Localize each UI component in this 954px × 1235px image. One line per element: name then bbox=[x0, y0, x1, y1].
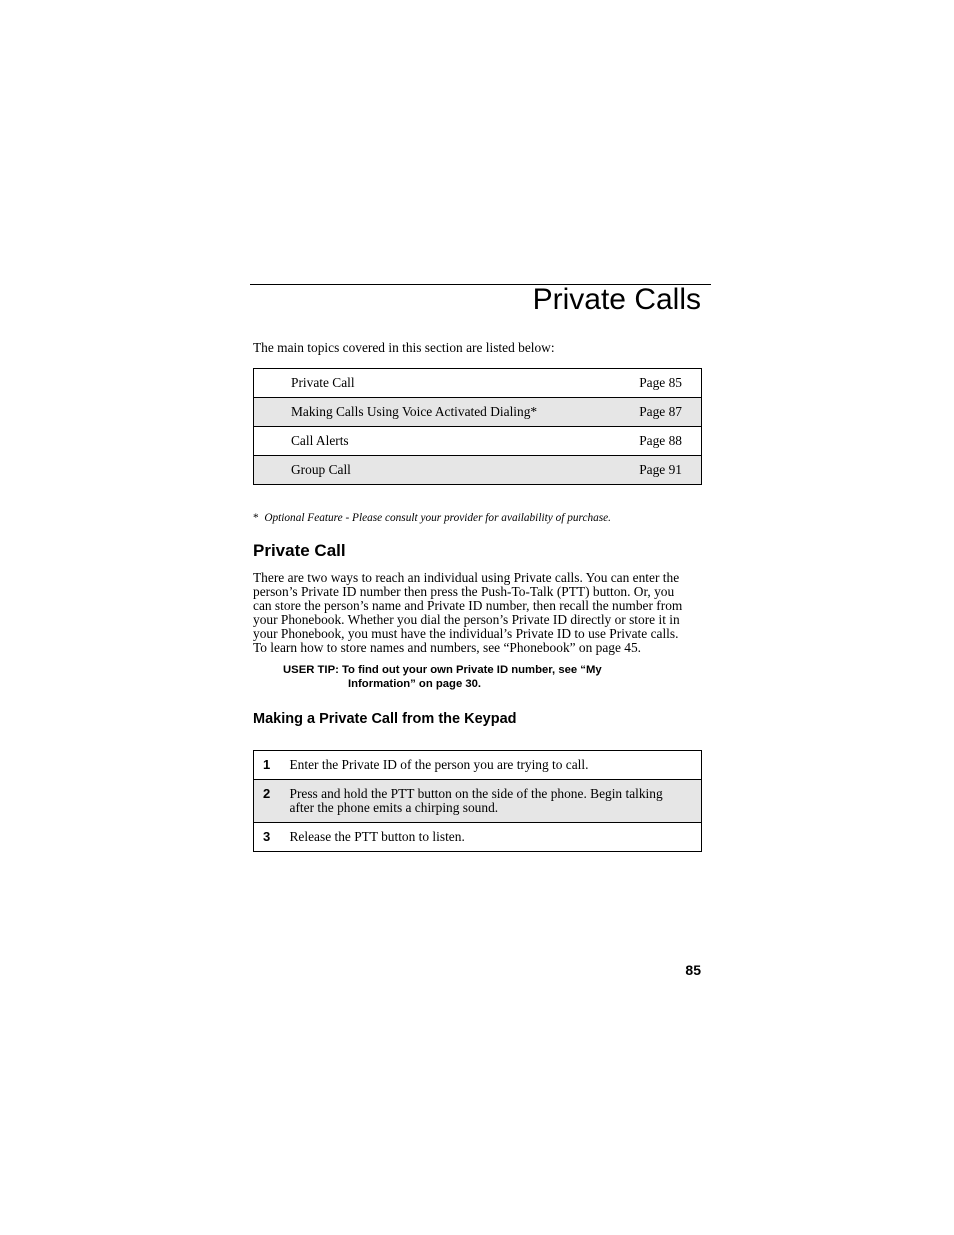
topic-title: Private Call bbox=[254, 369, 593, 398]
step-number: 2 bbox=[254, 780, 290, 823]
step-text: Press and hold the PTT button on the side of the phone. Begin talking after the phone emits a chirping sound. bbox=[290, 780, 702, 823]
body-line: To learn how to store names and numbers, see “Phonebook” on page 45. bbox=[253, 640, 642, 655]
page-number: 85 bbox=[685, 962, 701, 978]
topics-table bbox=[253, 368, 702, 485]
user-tip-line: USER TIP: To find out your own Private ID number, see “My bbox=[283, 664, 602, 676]
body-line: person’s Private ID number then press the Push-To-Talk (PTT) button. Or, you bbox=[253, 584, 675, 599]
user-tip-line: Information” on page 30. bbox=[348, 677, 482, 690]
topic-page: Page 87 bbox=[592, 398, 702, 427]
topic-page: Page 91 bbox=[592, 456, 702, 485]
step-row bbox=[254, 751, 702, 780]
intro-text: The main topics covered in this section are listed below: bbox=[253, 340, 555, 355]
topic-title: Call Alerts bbox=[254, 427, 593, 456]
topic-page: Page 85 bbox=[592, 369, 702, 398]
step-row bbox=[254, 780, 702, 823]
body-line: There are two ways to reach an individual using Private calls. You can enter the bbox=[253, 570, 680, 585]
body-line: your Phonebook, you must have the individual’s Private ID to use Private calls. bbox=[253, 626, 679, 641]
step-row bbox=[254, 823, 702, 852]
subsection-heading: Making a Private Call from the Keypad bbox=[253, 711, 517, 727]
step-number: 3 bbox=[254, 823, 290, 852]
step-number: 1 bbox=[254, 751, 290, 780]
steps-table bbox=[253, 750, 702, 852]
body-line: can store the person’s name and Private ID number, then recall the number from bbox=[253, 598, 683, 613]
footnote bbox=[253, 512, 611, 524]
footnote-marker: * bbox=[253, 512, 259, 524]
topic-row bbox=[254, 427, 702, 456]
step-text: Enter the Private ID of the person you are trying to call. bbox=[290, 751, 702, 780]
body-paragraph bbox=[253, 571, 702, 655]
topic-row bbox=[254, 369, 702, 398]
topic-page: Page 88 bbox=[592, 427, 702, 456]
step-text: Release the PTT button to listen. bbox=[290, 823, 702, 852]
user-tip bbox=[283, 664, 602, 691]
topic-title: Group Call bbox=[254, 456, 593, 485]
footnote-text: Optional Feature - Please consult your provider for availability of purchase. bbox=[264, 512, 612, 524]
chapter-title: Private Calls bbox=[532, 283, 701, 316]
topic-row bbox=[254, 398, 702, 427]
body-line: your Phonebook. Whether you dial the person’s Private ID directly or store it in bbox=[253, 612, 680, 627]
topic-title: Making Calls Using Voice Activated Dialing* bbox=[254, 398, 593, 427]
section-heading: Private Call bbox=[253, 541, 346, 560]
topic-row bbox=[254, 456, 702, 485]
